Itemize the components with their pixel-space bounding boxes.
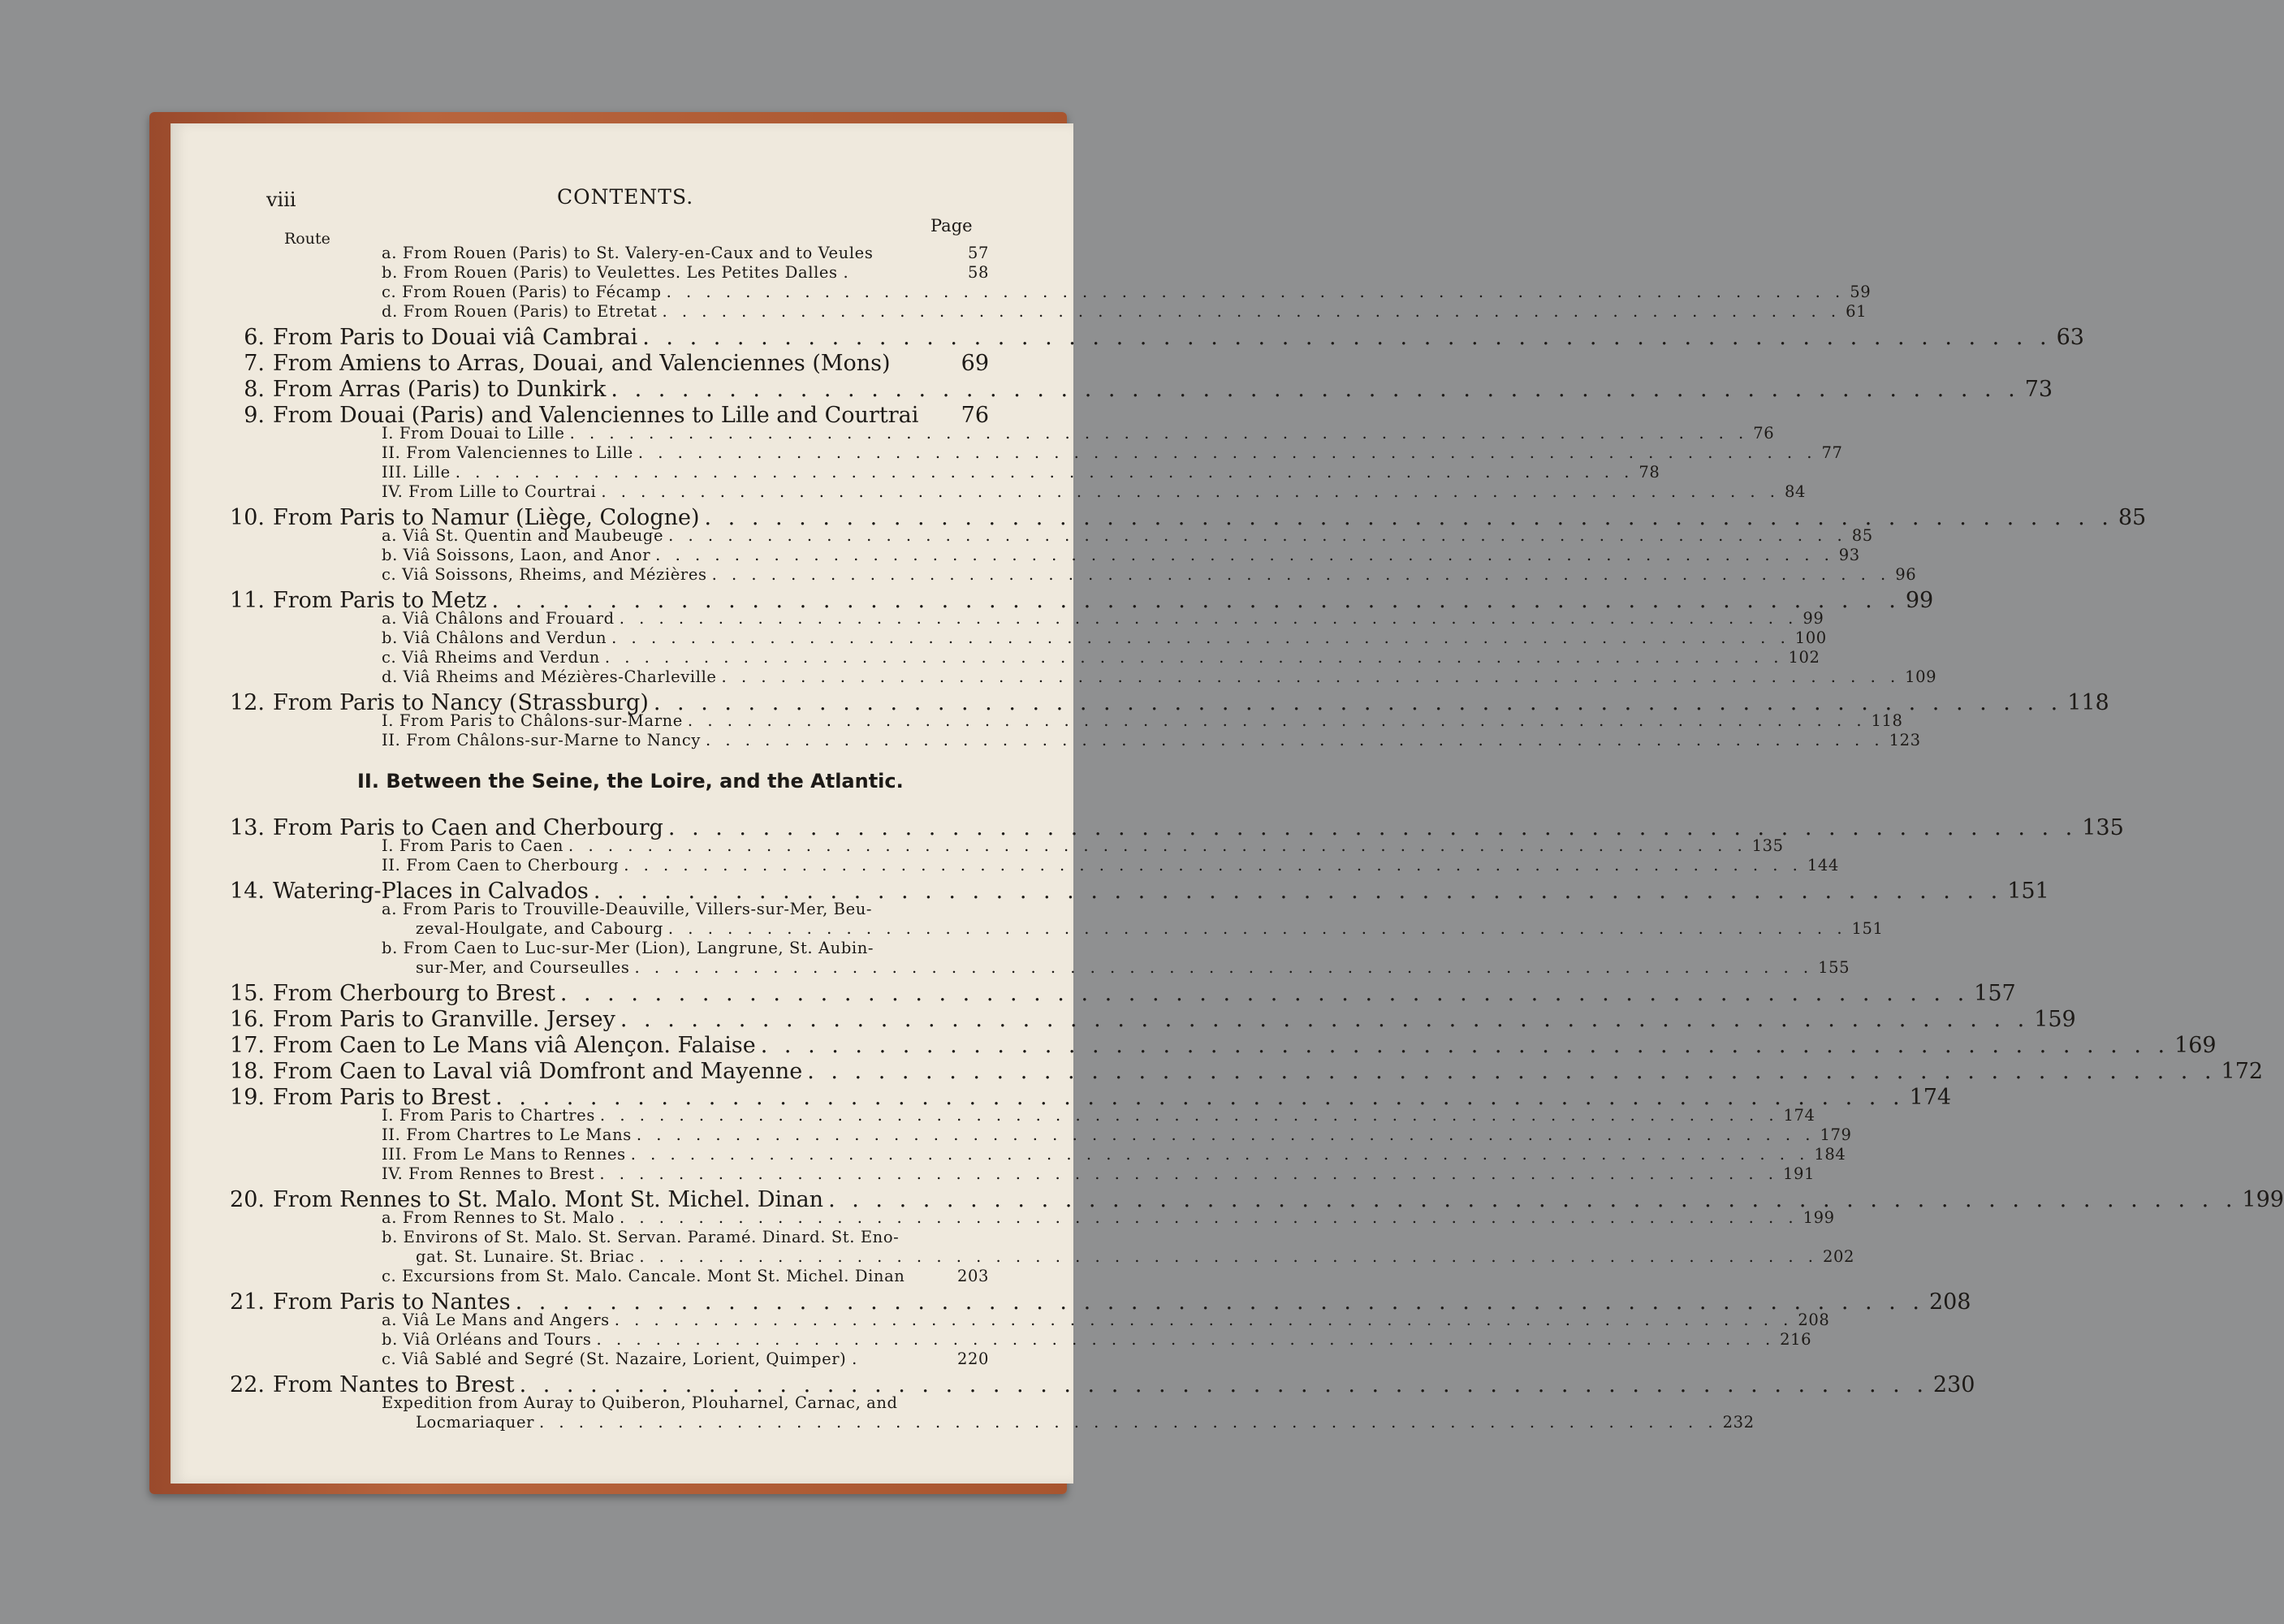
sub-entry bbox=[416, 919, 1884, 938]
leader-dots: . . . . . . . . . . . . . . . . . . . . . . . . . . . . . . . . . . . . . . . . . . . . . . . . . . . . . . . . . . . . bbox=[604, 648, 1784, 667]
page-title: CONTENTS. bbox=[557, 185, 694, 209]
entry-title: From Paris to Granville. Jersey bbox=[273, 1007, 615, 1032]
leader-dots: . . . . . . . . . . . . . . . . . . . . . . . . . . . . . . . . . . . . . . . . . . . . . . . . . . . . . . . . . . . . bbox=[666, 283, 1846, 301]
leader-dots: . . . . . . . . . . . . . . . . . . . . . . . . . . . . . . . . . . . . . . . . . . . . . . . . . . . . . . . . . . . . bbox=[601, 482, 1781, 501]
route-number: 21. bbox=[230, 1289, 265, 1315]
route-number: 14. bbox=[230, 879, 265, 904]
leader-dots: . . . . . . . . . . . . . . . . . . . . . . . . . . . . . . . . . . . . . . . . . . . . . . . . . . . . . . . . . . . . bbox=[515, 1289, 1924, 1315]
page-number: 159 bbox=[2034, 1007, 2076, 1032]
page-number: 151 bbox=[2007, 879, 2049, 904]
page-number: 77 bbox=[1821, 443, 1843, 462]
sub-entry bbox=[382, 546, 1860, 564]
page-number: 63 bbox=[2056, 325, 2084, 350]
page-column-label: Page bbox=[930, 216, 973, 235]
leader-dots: . . . . . . . . . . . . . . . . . . . . . . . . . . . . . . . . . . . . . . . . . . . . . . . . . . . . . . . . . . . . bbox=[495, 1085, 1905, 1110]
page-number: 57 bbox=[967, 244, 989, 262]
sub-entry bbox=[416, 1413, 1755, 1432]
sub-entry bbox=[382, 1311, 1830, 1329]
entry-title: II. From Valenciennes to Lille bbox=[382, 443, 633, 462]
route-entry bbox=[219, 1059, 2264, 1084]
page-number: 202 bbox=[1822, 1247, 1855, 1266]
entry-title: Locmariaquer bbox=[416, 1413, 535, 1432]
route-number: 16. bbox=[230, 1007, 265, 1032]
page-number: 109 bbox=[1905, 667, 1937, 686]
entry-title: c. From Rouen (Paris) to Fécamp bbox=[382, 283, 662, 301]
sub-entry bbox=[382, 302, 1867, 321]
entry-title: a. From Rouen (Paris) to St. Valery-en-Caux and to Veules bbox=[382, 244, 874, 262]
sub-entry bbox=[382, 648, 1820, 667]
entry-title: From Paris to Douai viâ Cambrai bbox=[273, 325, 638, 350]
leader-dots: . . . . . . . . . . . . . . . . . . . . . . . . . . . . . . . . . . . . . . . . . . . . . . . . . . . . . . . . . . . . bbox=[593, 879, 2003, 904]
entry-title: Expedition from Auray to Quiberon, Plouharnel, Carnac, and bbox=[382, 1393, 898, 1412]
entry-title: From Cherbourg to Brest bbox=[273, 981, 555, 1006]
entry-title: d. Viâ Rheims and Mézières-Charleville bbox=[382, 667, 717, 686]
leader-dots: . . . . . . . . . . . . . . . . . . . . . . . . . . . . . . . . . . . . . . . . . . . . . . . . . . . . . . . . . . . . bbox=[599, 1164, 1778, 1183]
entry-title: II. From Chartres to Le Mans bbox=[382, 1125, 632, 1144]
leader-dots: . . . . . . . . . . . . . . . . . . . . . . . . . . . . . . . . . . . . . . . . . . . . . . . . . . . . . . . . . . . . bbox=[667, 815, 2078, 840]
entry-title: a. From Rennes to St. Malo bbox=[382, 1208, 615, 1227]
entry-title: From Rennes to St. Malo. Mont St. Michel. Dinan bbox=[273, 1187, 824, 1212]
page-number: 59 bbox=[1850, 283, 1872, 301]
entry-title: From Paris to Nantes bbox=[273, 1289, 511, 1315]
entry-title: IV. From Lille to Courtrai bbox=[382, 482, 597, 501]
leader-dots: . . . . . . . . . . . . . . . . . . . . . . . . . . . . . . . . . . . . . . . . . . . . . . . . . . . . . . . . . . . . bbox=[630, 1145, 1810, 1164]
page-number: 230 bbox=[1932, 1372, 1975, 1397]
route-entry bbox=[219, 1007, 2076, 1032]
page-number: 155 bbox=[1818, 958, 1850, 977]
route-number: 6. bbox=[244, 325, 265, 350]
route-entry bbox=[219, 981, 2016, 1006]
entry-title: III. From Le Mans to Rennes bbox=[382, 1145, 626, 1164]
entry-title: From Paris to Brest bbox=[273, 1085, 491, 1110]
page-number: 157 bbox=[1974, 981, 2016, 1006]
entry-title: c. Viâ Sablé and Segré (St. Nazaire, Lorient, Quimper) . bbox=[382, 1350, 857, 1368]
leader-dots: . . . . . . . . . . . . . . . . . . . . . . . . . . . . . . . . . . . . . . . . . . . . . . . . . . . . . . . . . . . . bbox=[667, 919, 1847, 938]
entry-title: b. Viâ Châlons and Verdun bbox=[382, 628, 607, 647]
entry-title: c. Viâ Rheims and Verdun bbox=[382, 648, 600, 667]
leader-dots: . . . . . . . . . . . . . . . . . . . . . . . . . . . . . . . . . . . . . . . . . . . . . . . . . . . . . . . . . . . . bbox=[655, 546, 1834, 564]
page-number: 99 bbox=[1905, 588, 1934, 613]
leader-dots: . . . . . . . . . . . . . . . . . . . . . . . . . . . . . . . . . . . . . . . . . . . . . . . . . . . . . . . . . . . . bbox=[642, 325, 2052, 350]
sub-entry bbox=[382, 667, 1937, 686]
page-number: 174 bbox=[1909, 1085, 1952, 1110]
leader-dots: . . . . . . . . . . . . . . . . . . . . . . . . . . . . . . . . . . . . . . . . . . . . . . . . . . . . . . . . . . . . bbox=[614, 1311, 1794, 1329]
route-number: 20. bbox=[230, 1187, 265, 1212]
leader-dots: . . . . . . . . . . . . . . . . . . . . . . . . . . . . . . . . . . . . . . . . . . . . . . . . . . . . . . . . . . . . bbox=[559, 981, 1970, 1006]
sub-entry bbox=[382, 443, 1843, 462]
entry-title: From Caen to Laval viâ Domfront and Mayenne bbox=[273, 1059, 803, 1084]
entry-title: From Paris to Nancy (Strassburg) bbox=[273, 690, 649, 715]
entry-title: From Arras (Paris) to Dunkirk bbox=[273, 377, 607, 402]
sub-entry bbox=[382, 482, 1807, 501]
page-number: 58 bbox=[967, 263, 989, 282]
sub-entry bbox=[416, 958, 1850, 977]
leader-dots: . . . . . . . . . . . . . . . . . . . . . . . . . . . . . . . . . . . . . . . . . . . . . . . . . . . . . . . . . . . . bbox=[634, 958, 1814, 977]
sub-entry bbox=[382, 1164, 1816, 1183]
leader-dots: . . . . . . . . . . . . . . . . . . . . . . . . . . . . . . . . . . . . . . . . . . . . . . . . . . . . . . . . . . . . bbox=[653, 690, 2063, 715]
page-number: 184 bbox=[1814, 1145, 1846, 1164]
sub-entry bbox=[382, 283, 1872, 301]
sub-entry bbox=[382, 1208, 1835, 1227]
entry-title: From Nantes to Brest bbox=[273, 1372, 515, 1397]
entry-title: I. From Paris to Châlons-sur-Marne bbox=[382, 711, 683, 730]
leader-dots: . . . . . . . . . . . . . . . . . . . . . . . . . . . . . . . . . . . . . . . . . . . . . . . . . . . . . . . . . . . . bbox=[519, 1372, 1928, 1397]
entry-title: a. Viâ St. Quentin and Maubeuge bbox=[382, 526, 664, 545]
route-number: 13. bbox=[230, 815, 265, 840]
entry-title: a. From Paris to Trouville-Deauville, Villers-sur-Mer, Beu- bbox=[382, 900, 873, 918]
page-number: 118 bbox=[1871, 711, 1903, 730]
sub-entry bbox=[382, 836, 1784, 855]
page-number: 76 bbox=[961, 403, 989, 428]
leader-dots: . . . . . . . . . . . . . . . . . . . . . . . . . . . . . . . . . . . . . . . . . . . . . . . . . . . . . . . . . . . . bbox=[662, 302, 1841, 321]
sub-entry bbox=[416, 1247, 1855, 1266]
route-number: 12. bbox=[230, 690, 265, 715]
route-number: 18. bbox=[230, 1059, 265, 1084]
entry-title: From Douai (Paris) and Valenciennes to Lille and Courtrai bbox=[273, 403, 919, 428]
route-column-label: Route bbox=[284, 230, 330, 248]
leader-dots: . . . . . . . . . . . . . . . . . . . . . . . . . . . . . . . . . . . . . . . . . . . . . . . . . . . . . . . . . . . . bbox=[539, 1413, 1718, 1432]
leader-dots: . . . . . . . . . . . . . . . . . . . . . . . . . . . . . . . . . . . . . . . . . . . . . . . . . . . . . . . . . . . . bbox=[619, 1208, 1798, 1227]
leader-dots: . . . . . . . . . . . . . . . . . . . . . . . . . . . . . . . . . . . . . . . . . . . . . . . . . . . . . . . . . . . . bbox=[611, 628, 1790, 647]
page-number: 76 bbox=[1753, 424, 1775, 443]
route-number: 17. bbox=[230, 1033, 265, 1058]
page-number: 135 bbox=[1751, 836, 1784, 855]
entry-title: III. Lille bbox=[382, 463, 451, 482]
leader-dots: . . . . . . . . . . . . . . . . . . . . . . . . . . . . . . . . . . . . . . . . . . . . . . . . . . . . . . . . . . . . bbox=[760, 1033, 2170, 1058]
leader-dots: . . . . . . . . . . . . . . . . . . . . . . . . . . . . . . . . . . . . . . . . . . . . . . . . . . . . . . . . . . . . bbox=[596, 1330, 1776, 1349]
leader-dots: . . . . . . . . . . . . . . . . . . . . . . . . . . . . . . . . . . . . . . . . . . . . . . . . . . . . . . . . . . . . bbox=[668, 526, 1847, 545]
entry-title: I. From Douai to Lille bbox=[382, 424, 565, 443]
sub-entry bbox=[382, 263, 989, 282]
leader-dots: . . . . . . . . . . . . . . . . . . . . . . . . . . . . . . . . . . . . . . . . . . . . . . . . . . . . . . . . . . . . bbox=[711, 565, 1891, 584]
page-number: 96 bbox=[1895, 565, 1917, 584]
page-number: 69 bbox=[961, 351, 989, 376]
leader-dots: . . . . . . . . . . . . . . . . . . . . . . . . . . . . . . . . . . . . . . . . . . . . . . . . . . . . . . . . . . . . bbox=[619, 609, 1798, 628]
section-heading: II. Between the Seine, the Loire, and the Atlantic. bbox=[357, 770, 904, 793]
page-number: 179 bbox=[1820, 1125, 1852, 1144]
page-number: 84 bbox=[1785, 482, 1807, 501]
leader-dots: . . . . . . . . . . . . . . . . . . . . . . . . . . . . . . . . . . . . . . . . . . . . . . . . . . . . . . . . . . . . bbox=[687, 711, 1867, 730]
entry-title: b. Environs of St. Malo. St. Servan. Paramé. Dinard. St. Eno- bbox=[382, 1228, 900, 1246]
entry-title: b. From Rouen (Paris) to Veulettes. Les Petites Dalles . bbox=[382, 263, 849, 282]
leader-dots: . . . . . . . . . . . . . . . . . . . . . . . . . . . . . . . . . . . . . . . . . . . . . . . . . . . . . . . . . . . . bbox=[624, 856, 1803, 875]
leader-dots: . . . . . . . . . . . . . . . . . . . . . . . . . . . . . . . . . . . . . . . . . . . . . . . . . . . . . . . . . . . . bbox=[705, 731, 1885, 749]
entry-title: c. Viâ Soissons, Rheims, and Mézières bbox=[382, 565, 707, 584]
leader-dots: . . . . . . . . . . . . . . . . . . . . . . . . . . . . . . . . . . . . . . . . . . . . . . . . . . . . . . . . . . . . bbox=[636, 1125, 1816, 1144]
leader-dots: . . . . . . . . . . . . . . . . . . . . . . . . . . . . . . . . . . . . . . . . . . . . . . . . . . . . . . . . . . . . bbox=[620, 1007, 2030, 1032]
route-number: 11. bbox=[230, 588, 265, 613]
page-number: 232 bbox=[1722, 1413, 1755, 1432]
sub-entry bbox=[382, 565, 1917, 584]
sub-entry bbox=[382, 856, 1839, 875]
sub-entry bbox=[382, 1145, 1846, 1164]
entry-title: zeval-Houlgate, and Cabourg bbox=[416, 919, 663, 938]
leader-dots: . . . . . . . . . . . . . . . . . . . . . . . . . . . . . . . . . . . . . . . . . . . . . . . . . . . . . . . . . . . . bbox=[568, 836, 1747, 855]
leader-dots: . . . . . . . . . . . . . . . . . . . . . . . . . . . . . . . . . . . . . . . . . . . . . . . . . . . . . . . . . . . . bbox=[569, 424, 1749, 443]
sub-entry bbox=[382, 526, 1873, 545]
sub-entry bbox=[382, 1125, 1852, 1144]
entry-title: b. Viâ Orléans and Tours bbox=[382, 1330, 592, 1349]
sub-entry bbox=[382, 711, 1903, 730]
entry-title: I. From Paris to Chartres bbox=[382, 1106, 595, 1125]
route-number: 19. bbox=[230, 1085, 265, 1110]
page-number: 203 bbox=[956, 1267, 989, 1285]
page-number: 100 bbox=[1794, 628, 1827, 647]
sub-entry bbox=[382, 900, 989, 918]
page-number: 191 bbox=[1782, 1164, 1816, 1183]
sub-entry bbox=[382, 628, 1827, 647]
entry-title: From Paris to Namur (Liège, Cologne) bbox=[273, 505, 700, 530]
leader-dots: . . . . . . . . . . . . . . . . . . . . . . . . . . . . . . . . . . . . . . . . . . . . . . . . . . . . . . . . . . . . bbox=[599, 1106, 1779, 1125]
page-number: 216 bbox=[1780, 1330, 1812, 1349]
entry-title: gat. St. Lunaire. St. Briac bbox=[416, 1247, 635, 1266]
entry-title: II. From Châlons-sur-Marne to Nancy bbox=[382, 731, 701, 749]
page-number: 61 bbox=[1846, 302, 1867, 321]
route-number: 7. bbox=[244, 351, 265, 376]
sub-entry bbox=[382, 1350, 989, 1368]
entry-title: From Paris to Metz bbox=[273, 588, 487, 613]
page-number: 151 bbox=[1851, 919, 1884, 938]
leader-dots: . . . . . . . . . . . . . . . . . . . . . . . . . . . . . . . . . . . . . . . . . . . . . . . . . . . . . . . . . . . . bbox=[807, 1059, 2217, 1084]
page-number: 208 bbox=[1798, 1311, 1830, 1329]
route-number: 15. bbox=[230, 981, 265, 1006]
entry-title: sur-Mer, and Courseulles bbox=[416, 958, 630, 977]
page-number: 172 bbox=[2221, 1059, 2264, 1084]
route-number: 8. bbox=[244, 377, 265, 402]
entry-title: a. Viâ Le Mans and Angers bbox=[382, 1311, 610, 1329]
page-number: 199 bbox=[1803, 1208, 1835, 1227]
route-entry bbox=[219, 351, 989, 376]
route-number: 22. bbox=[230, 1372, 265, 1397]
entry-title: a. Viâ Châlons and Frouard bbox=[382, 609, 615, 628]
page-number: 135 bbox=[2082, 815, 2124, 840]
page-number: 123 bbox=[1889, 731, 1921, 749]
leader-dots: . . . . . . . . . . . . . . . . . . . . . . . . . . . . . . . . . . . . . . . . . . . . . . . . . . . . . . . . . . . . bbox=[704, 505, 2113, 530]
route-entry bbox=[219, 1033, 2217, 1058]
entry-title: d. From Rouen (Paris) to Etretat bbox=[382, 302, 658, 321]
entry-title: I. From Paris to Caen bbox=[382, 836, 564, 855]
entry-title: From Amiens to Arras, Douai, and Valenciennes (Mons) bbox=[273, 351, 891, 376]
entry-title: From Paris to Caen and Cherbourg bbox=[273, 815, 663, 840]
page-number: 93 bbox=[1838, 546, 1860, 564]
sub-entry bbox=[382, 1330, 1812, 1349]
sub-entry bbox=[382, 244, 989, 262]
sub-entry bbox=[382, 1106, 1816, 1125]
page-number: 144 bbox=[1807, 856, 1839, 875]
page-number: 220 bbox=[956, 1350, 989, 1368]
leader-dots: . . . . . . . . . . . . . . . . . . . . . . . . . . . . . . . . . . . . . . . . . . . . . . . . . . . . . . . . . . . . bbox=[637, 443, 1817, 462]
entry-title: b. From Caen to Luc-sur-Mer (Lion), Langrune, St. Aubin- bbox=[382, 939, 874, 957]
page-number: 118 bbox=[2067, 690, 2109, 715]
entry-title: b. Viâ Soissons, Laon, and Anor bbox=[382, 546, 651, 564]
page-folio: viii bbox=[266, 188, 296, 211]
route-entry bbox=[219, 377, 2053, 402]
leader-dots: . . . . . . . . . . . . . . . . . . . . . . . . . . . . . . . . . . . . . . . . . . . . . . . . . . . . . . . . . . . . bbox=[721, 667, 1901, 686]
entry-title: From Caen to Le Mans viâ Alençon. Falaise bbox=[273, 1033, 756, 1058]
route-number: 9. bbox=[244, 403, 265, 428]
page-number: 174 bbox=[1783, 1106, 1816, 1125]
sub-entry bbox=[382, 939, 989, 957]
sub-entry bbox=[382, 1393, 989, 1412]
leader-dots: . . . . . . . . . . . . . . . . . . . . . . . . . . . . . . . . . . . . . . . . . . . . . . . . . . . . . . . . . . . . bbox=[491, 588, 1901, 613]
route-entry bbox=[219, 325, 2084, 350]
page-number: 73 bbox=[2024, 377, 2053, 402]
entry-title: Watering-Places in Calvados bbox=[273, 879, 589, 904]
sub-entry bbox=[382, 424, 1775, 443]
entry-title: c. Excursions from St. Malo. Cancale. Mont St. Michel. Dinan bbox=[382, 1267, 905, 1285]
leader-dots: . . . . . . . . . . . . . . . . . . . . . . . . . . . . . . . . . . . . . . . . . . . . . . . . . . . . . . . . . . . . bbox=[639, 1247, 1818, 1266]
page-number: 169 bbox=[2174, 1033, 2217, 1058]
page-number: 78 bbox=[1639, 463, 1660, 482]
sub-entry bbox=[382, 463, 1660, 482]
sub-entry bbox=[382, 609, 1824, 628]
entry-title: II. From Caen to Cherbourg bbox=[382, 856, 620, 875]
page-number: 102 bbox=[1788, 648, 1820, 667]
leader-dots: . . . . . . . . . . . . . . . . . . . . . . . . . . . . . . . . . . . . . . . . . . . . . . . . . . . . . . . . . . . . bbox=[828, 1187, 2238, 1212]
entry-title: IV. From Rennes to Brest bbox=[382, 1164, 595, 1183]
sub-entry bbox=[382, 1228, 989, 1246]
sub-entry bbox=[382, 1267, 989, 1285]
leader-dots: . . . . . . . . . . . . . . . . . . . . . . . . . . . . . . . . . . . . . . . . . . . . . . . . . . . . . . . . . . . . bbox=[611, 377, 2020, 402]
leader-dots: . . . . . . . . . . . . . . . . . . . . . . . . . . . . . . . . . . . . . . . . . . . . . . . . . . . . . . . . . . . . bbox=[455, 463, 1634, 482]
page-number: 85 bbox=[1851, 526, 1873, 545]
page-number: 208 bbox=[1928, 1289, 1971, 1315]
page-number: 99 bbox=[1803, 609, 1824, 628]
page-number: 85 bbox=[2118, 505, 2147, 530]
route-number: 10. bbox=[230, 505, 265, 530]
sub-entry bbox=[382, 731, 1921, 749]
page-number: 199 bbox=[2242, 1187, 2284, 1212]
